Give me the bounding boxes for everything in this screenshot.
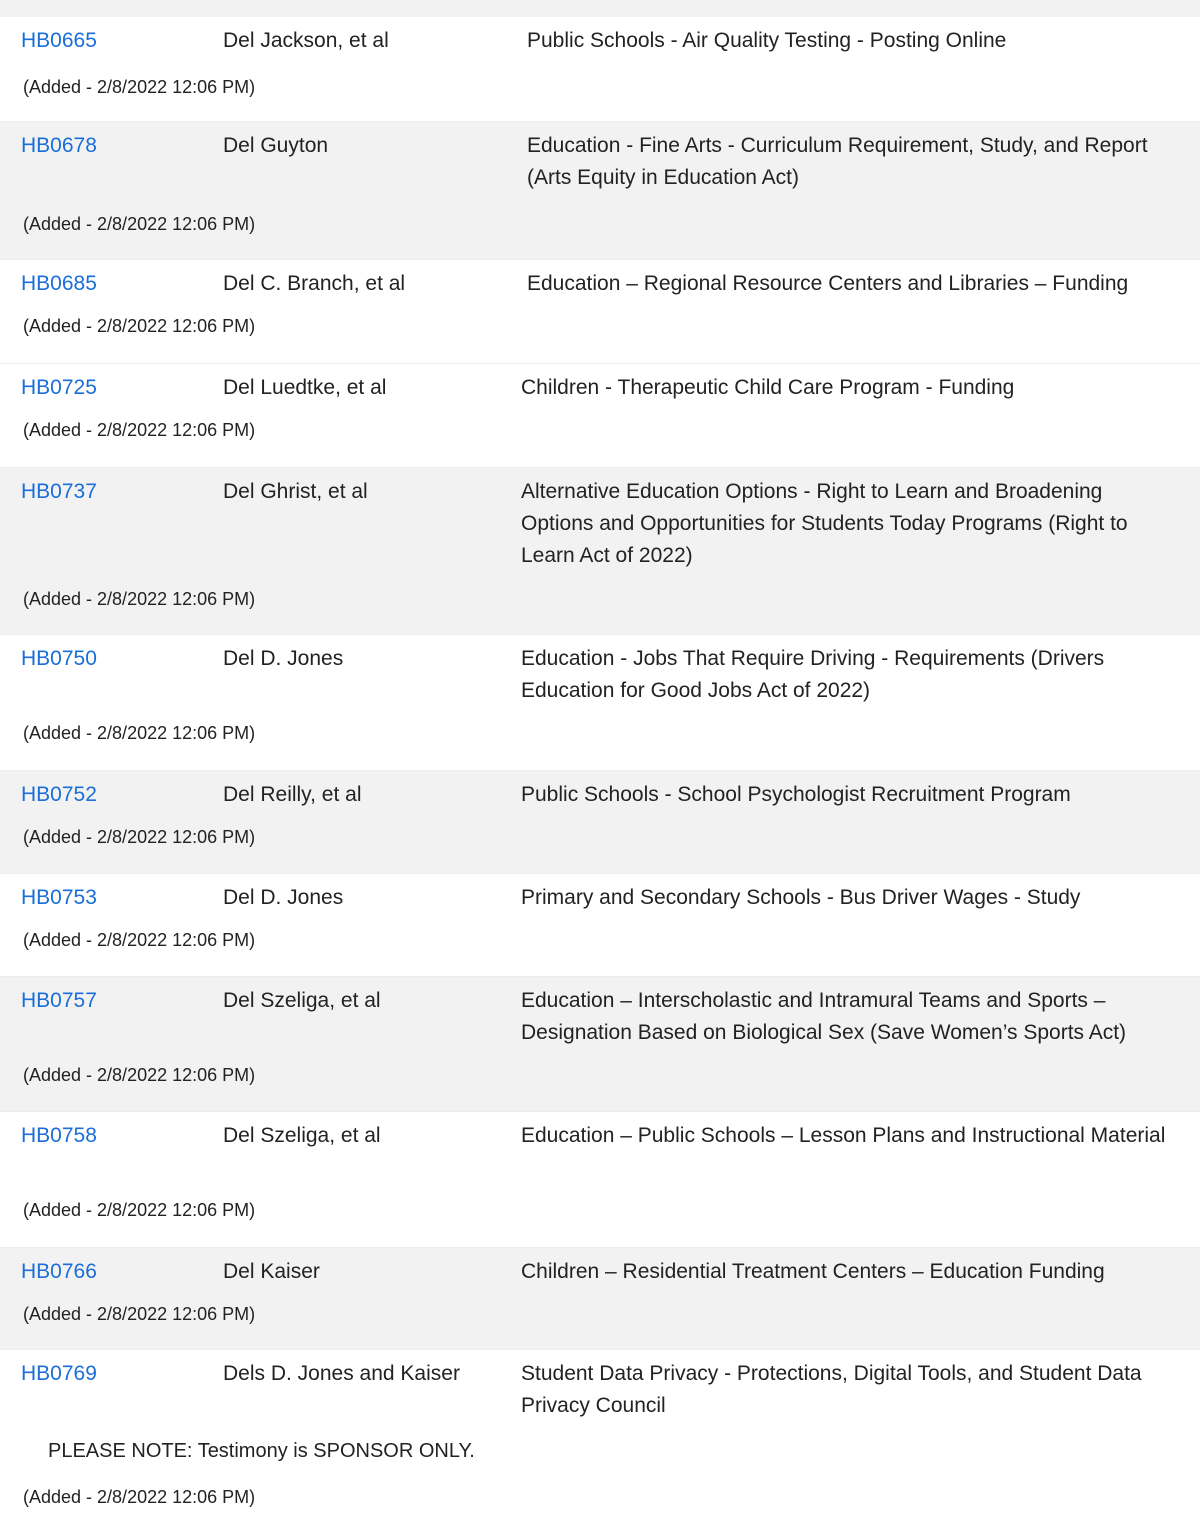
- added-date: (Added - 2/8/2022 12:06 PM): [23, 827, 256, 847]
- added-date: (Added - 2/8/2022 12:06 PM): [23, 1304, 256, 1324]
- bill-row: [0, 874, 1200, 977]
- top-bar: [0, 0, 1200, 17]
- bill-title: Education - Jobs That Require Driving - Requirements (Drivers Education for Good Jobs Act of 2022): [521, 647, 1105, 702]
- bill-link[interactable]: HB0750: [21, 647, 97, 670]
- bill-title: Primary and Secondary Schools - Bus Driver Wages - Study: [521, 886, 1081, 909]
- bill-list: [0, 17, 1200, 1536]
- bill-row: [0, 260, 1200, 364]
- bill-row: [0, 1350, 1200, 1536]
- added-date: (Added - 2/8/2022 12:06 PM): [23, 77, 256, 97]
- bill-link[interactable]: HB0769: [21, 1362, 97, 1385]
- bill-row: [0, 364, 1200, 468]
- bill-title: Education – Public Schools – Lesson Plans and Instructional Material: [521, 1124, 1166, 1147]
- sponsor: Del Kaiser: [223, 1260, 320, 1283]
- bill-link[interactable]: HB0752: [21, 783, 97, 806]
- added-date: (Added - 2/8/2022 12:06 PM): [23, 1200, 256, 1220]
- bill-link[interactable]: HB0725: [21, 376, 97, 399]
- bill-title: Education – Interscholastic and Intramural Teams and Sports – Designation Based on Biological Sex (Save Women’s Sports Act): [521, 989, 1127, 1044]
- added-date: (Added - 2/8/2022 12:06 PM): [23, 930, 256, 950]
- added-date: (Added - 2/8/2022 12:06 PM): [23, 420, 256, 440]
- bill-row: [0, 977, 1200, 1112]
- added-date: (Added - 2/8/2022 12:06 PM): [23, 589, 256, 609]
- bill-link[interactable]: HB0737: [21, 480, 97, 503]
- sponsor: Del D. Jones: [223, 886, 344, 909]
- sponsor: Del Ghrist, et al: [223, 480, 368, 503]
- bill-row: [0, 1248, 1200, 1350]
- bill-title: Public Schools - School Psychologist Recruitment Program: [521, 783, 1071, 806]
- bill-link[interactable]: HB0685: [21, 272, 97, 295]
- sponsor: Del Reilly, et al: [223, 783, 362, 806]
- bill-row: [0, 771, 1200, 874]
- added-date: (Added - 2/8/2022 12:06 PM): [23, 1065, 256, 1085]
- bill-title: Children – Residential Treatment Centers – Education Funding: [521, 1260, 1105, 1283]
- bill-link[interactable]: HB0758: [21, 1124, 97, 1147]
- bill-row: [0, 1112, 1200, 1248]
- sponsor: Del Luedtke, et al: [223, 376, 387, 399]
- bill-link[interactable]: HB0753: [21, 886, 97, 909]
- bill-title: Education – Regional Resource Centers and Libraries – Funding: [527, 272, 1129, 295]
- bill-link[interactable]: HB0766: [21, 1260, 97, 1283]
- bill-link[interactable]: HB0678: [21, 134, 97, 157]
- bill-link[interactable]: HB0665: [21, 29, 97, 52]
- bill-row: [0, 468, 1200, 635]
- sponsor: Del Szeliga, et al: [223, 1124, 381, 1147]
- sponsor: Del D. Jones: [223, 647, 344, 670]
- sponsor: Dels D. Jones and Kaiser: [223, 1362, 460, 1385]
- bill-title: Alternative Education Options - Right to Learn and Broadening Options and Opportunities for Students Today Programs (Right to Learn Act of 2022): [521, 480, 1128, 567]
- added-date: (Added - 2/8/2022 12:06 PM): [23, 1487, 256, 1507]
- bill-title: Children - Therapeutic Child Care Program - Funding: [521, 376, 1015, 399]
- added-date: (Added - 2/8/2022 12:06 PM): [23, 723, 256, 743]
- sponsor: Del Jackson, et al: [223, 29, 389, 52]
- bill-row: [0, 17, 1200, 122]
- bill-row: [0, 635, 1200, 771]
- sponsor: Del Szeliga, et al: [223, 989, 381, 1012]
- sponsor: Del Guyton: [223, 134, 329, 157]
- bill-link[interactable]: HB0757: [21, 989, 97, 1012]
- sponsor: Del C. Branch, et al: [223, 272, 406, 295]
- bill-title: Student Data Privacy - Protections, Digital Tools, and Student Data Privacy Council: [521, 1362, 1142, 1417]
- sponsor-only-note: PLEASE NOTE: Testimony is SPONSOR ONLY.: [48, 1440, 475, 1462]
- bill-title: Public Schools - Air Quality Testing - Posting Online: [527, 29, 1007, 52]
- added-date: (Added - 2/8/2022 12:06 PM): [23, 316, 256, 336]
- bill-row: [0, 122, 1200, 260]
- bill-title: Education - Fine Arts - Curriculum Requirement, Study, and Report (Arts Equity in Education Act): [527, 134, 1148, 189]
- added-date: (Added - 2/8/2022 12:06 PM): [23, 214, 256, 234]
